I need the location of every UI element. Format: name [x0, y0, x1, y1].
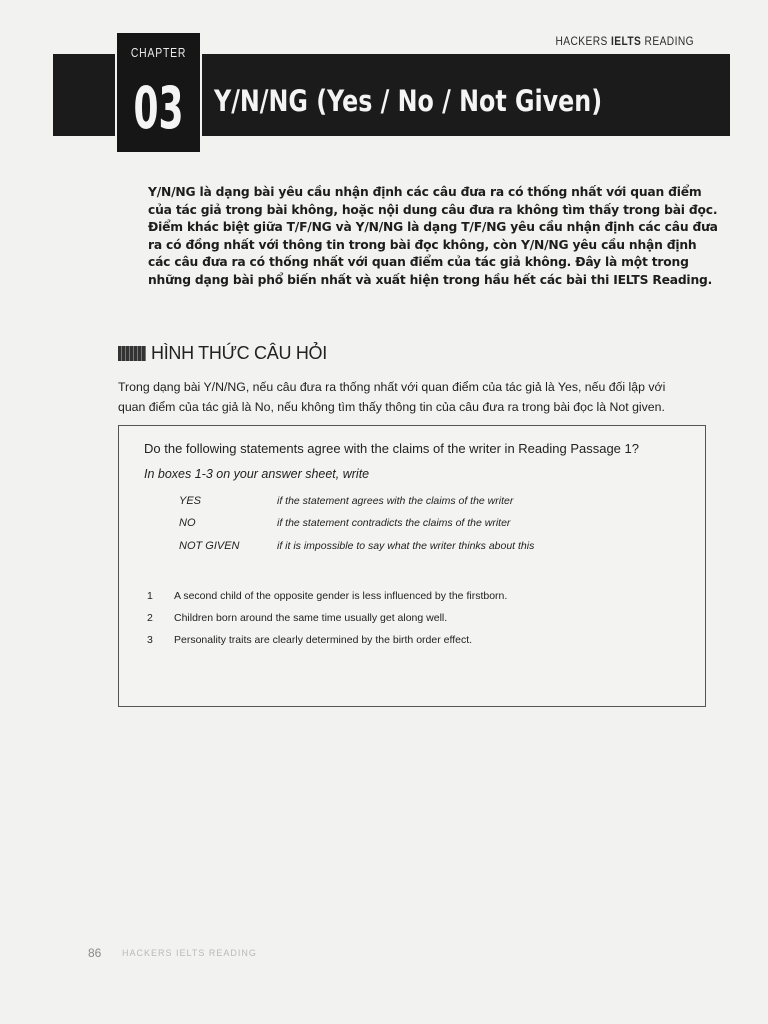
section-paragraph-line: Trong dạng bài Y/N/NG, nếu câu đưa ra thống nhất với quan điểm của tác giả là Yes, nếu đối lập với [118, 380, 666, 394]
section-heading [118, 343, 327, 364]
running-header [555, 34, 694, 48]
legend-term: YES [179, 495, 202, 507]
intro-line: Điểm khác biệt giữa T/F/NG và Y/N/NG là dạng T/F/NG yêu cầu nhận định các câu đưa [148, 220, 718, 235]
legend-description: if the statement agrees with the claims of the writer [277, 495, 514, 507]
section-square-icon [118, 346, 146, 361]
question-box [118, 425, 706, 707]
intro-line: Y/N/NG là dạng bài yêu cầu nhận định các câu đưa ra có thống nhất với quan điểm [148, 185, 702, 199]
section-heading-label: HÌNH THỨC CÂU HỎI [151, 343, 327, 363]
running-header-brand: HACKERS [555, 34, 608, 48]
legend-description: if the statement contradicts the claims of the writer [277, 517, 511, 529]
chapter-label: CHAPTER [130, 45, 187, 60]
statement-text: Children born around the same time usually get along well. [174, 612, 448, 624]
chapter-title: Y/N/NG (Yes / No / Not Given) [214, 84, 603, 118]
section-paragraph-line: quan điểm của tác giả là No, nếu không tìm thấy thông tin của câu đưa ra trong bài đọc là Not given. [118, 400, 665, 414]
statement-number: 3 [147, 634, 153, 646]
question-sub-instruction: In boxes 1-3 on your answer sheet, write [144, 467, 370, 481]
intro-line: của tác giả trong bài không, hoặc nội dung câu đưa ra không tìm thấy trong bài đọc. [148, 202, 718, 217]
page-number: 86 [88, 946, 102, 960]
running-header-section: READING [644, 34, 694, 48]
statement-text: Personality traits are clearly determined by the birth order effect. [174, 634, 473, 646]
legend-description: if it is impossible to say what the writer thinks about this [277, 540, 535, 552]
chapter-box [115, 33, 202, 152]
question-instruction: Do the following statements agree with the claims of the writer in Reading Passage 1? [144, 441, 639, 456]
statement-number: 2 [147, 612, 153, 624]
intro-line: ra có đồng nhất với thông tin trong bài đọc không, còn Y/N/NG yêu cầu nhận định [148, 237, 697, 252]
running-header-ielts: IELTS [610, 34, 642, 48]
intro-line: các câu đưa ra có thống nhất với quan điểm của tác giả không. Đây là một trong [148, 255, 689, 270]
section-paragraph [118, 377, 718, 417]
legend-term: NOT GIVEN [179, 540, 240, 552]
legend-term: NO [179, 517, 196, 529]
intro-paragraph [148, 184, 718, 290]
intro-line: những dạng bài phổ biến nhất và xuất hiện trong hầu hết các bài thi IELTS Reading. [148, 272, 713, 287]
footer-text: HACKERS IELTS READING [122, 948, 257, 958]
statement-text: A second child of the opposite gender is less influenced by the firstborn. [174, 590, 508, 602]
statement-number: 1 [147, 590, 153, 602]
chapter-number: 03 [133, 74, 184, 142]
